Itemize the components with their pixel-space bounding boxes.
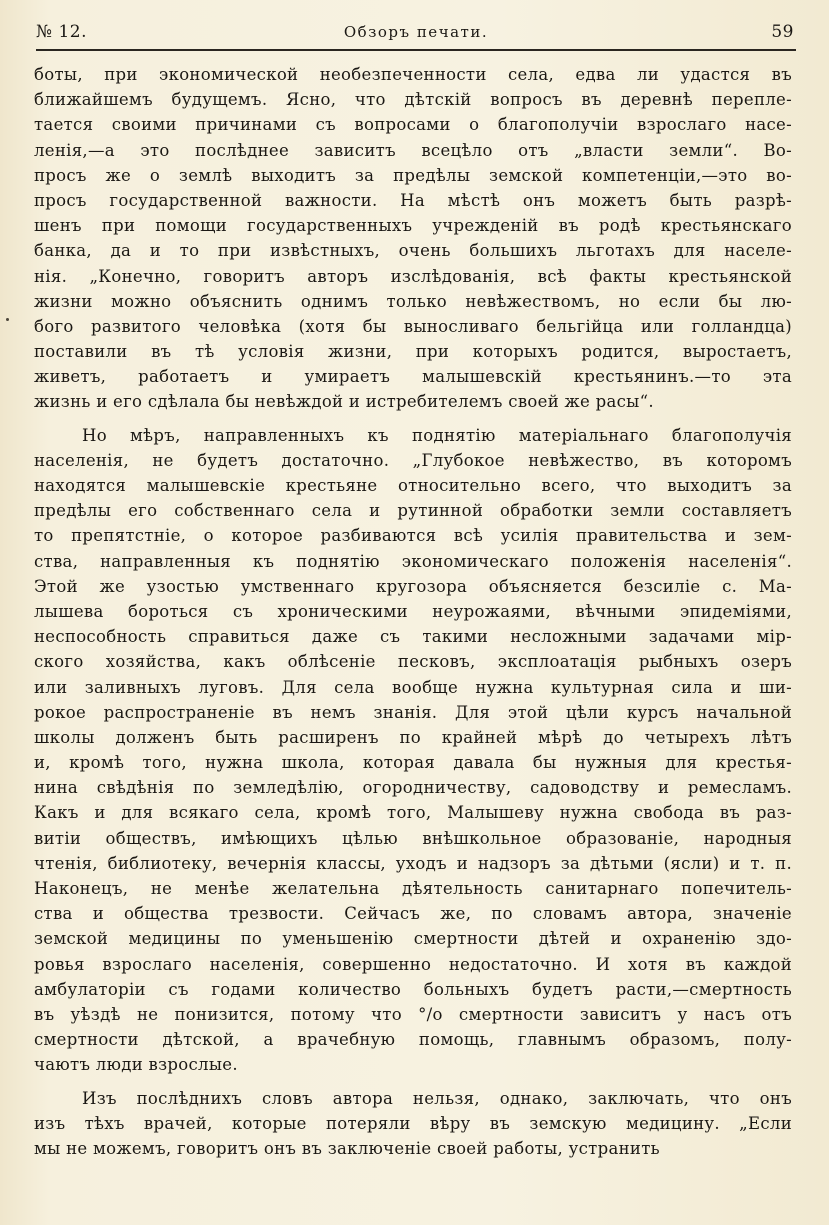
text-line: ского хозяйства, какъ облѣсеніе песковъ, эксплоатація рыбныхъ озеръ: [34, 652, 792, 672]
text-line: просъ же о землѣ выходитъ за предѣлы земской компетенціи,—это во-: [34, 165, 792, 185]
text-line: ства, направленныя къ поднятію экономическаго положенія населенія“.: [34, 551, 792, 571]
text-line: неспособность справиться даже съ такими несложными задачами мір-: [34, 627, 792, 647]
text-line: Изъ послѣднихъ словъ автора нельзя, однако, заключать, что онъ: [82, 1088, 792, 1108]
paragraph: [34, 1086, 792, 1162]
page-header: [36, 18, 796, 48]
text-line: нія. „Конечно, говоритъ авторъ изслѣдованія, всѣ факты крестьянской: [34, 266, 792, 286]
text-line: ства и общества трезвости. Сейчасъ же, по словамъ автора, значеніе: [34, 904, 792, 924]
text-line: изъ тѣхъ врачей, которые потеряли вѣру въ земскую медицину. „Если: [34, 1113, 792, 1133]
text-line: Но мѣръ, направленныхъ къ поднятію матеріальнаго благополучія: [82, 425, 792, 445]
text-line: чтенія, библиотеку, вечернія классы, уходъ и надзоръ за дѣтьми (ясли) и т. п.: [34, 853, 792, 873]
text-line: боты, при экономической необезпеченности села, едва ли удастся въ: [34, 65, 792, 84]
paragraph: [34, 423, 792, 1078]
text-line: или заливныхъ луговъ. Для села вообще нужна культурная сила и ши-: [34, 677, 792, 697]
text-line: витіи обществъ, имѣющихъ цѣлью внѣшкольное образованіе, народныя: [34, 828, 792, 848]
text-line: лышева бороться съ хроническими неурожаями, вѣчными эпидеміями,: [34, 601, 792, 621]
text-line: находятся малышевскіе крестьяне относительно всего, что выходитъ за: [34, 476, 792, 495]
text-line: банка, да и то при извѣстныхъ, очень большихъ льготахъ для населе-: [34, 241, 792, 261]
text-line: жизнь и его сдѣлала бы невѣждой и истребителемъ своей же расы“.: [34, 392, 654, 412]
text-line: ленія,—а это послѣднее зависитъ всецѣло отъ „власти земли“. Во-: [34, 140, 792, 160]
text-line: шенъ при помощи государственныхъ учрежденій въ родѣ крестьянскаго: [34, 216, 792, 236]
text-line: живетъ, работаетъ и умираетъ малышевскій крестьянинъ.—то эта: [34, 367, 792, 387]
text-line: ровья взрослаго населенія, совершенно недостаточно. И хотя въ каждой: [34, 954, 792, 974]
text-line: рокое распространеніе въ немъ знанія. Для этой цѣли курсъ начальной: [34, 702, 792, 722]
text-line: Какъ и для всякаго села, кромѣ того, Малышеву нужна свобода въ раз-: [34, 803, 792, 823]
paragraph-gap: [34, 415, 792, 423]
text-line: поставили въ тѣ условія жизни, при которыхъ родится, выростаетъ,: [34, 342, 792, 362]
text-line: школы долженъ быть расширенъ по крайней мѣрѣ до четырехъ лѣтъ: [34, 727, 792, 747]
text-line: Этой же узостью умственнаго кругозора объясняется безсиліе с. Ма-: [34, 576, 792, 596]
paragraph-gap: [34, 1078, 792, 1086]
text-line: бого развитого человѣка (хотя бы выносливаго бельгійца или голландца): [34, 316, 792, 336]
page-number: 59: [771, 22, 794, 42]
running-title: Обзоръ печати.: [343, 23, 489, 41]
margin-speck: [6, 318, 9, 321]
text-line: чаютъ люди взрослые.: [34, 1055, 238, 1075]
text-line: въ уѣздѣ не понизится, потому что °/o смертности зависитъ у насъ отъ: [34, 1004, 792, 1024]
text-line: ближайшемъ будущемъ. Ясно, что дѣтскій вопросъ въ деревнѣ перепле-: [34, 90, 792, 110]
text-line: и, кромѣ того, нужна школа, которая давала бы нужныя для крестья-: [34, 753, 792, 773]
text-line: тается своими причинами съ вопросами о благополучіи взрослаго насе-: [34, 115, 792, 135]
header-rule: [36, 49, 796, 51]
text-line: земской медицины по уменьшенію смертности дѣтей и охраненію здо-: [34, 929, 792, 949]
text-line: жизни можно объяснить однимъ только невѣжествомъ, но если бы лю-: [34, 291, 792, 311]
text-line: амбулаторіи съ годами количество больныхъ будетъ расти,—смертность: [34, 979, 792, 999]
text-line: Наконецъ, не менѣе желательна дѣятельность санитарнаго попечитель-: [34, 879, 792, 898]
text-line: населенія, не будетъ достаточно. „Глубокое невѣжество, въ которомъ: [34, 450, 792, 470]
text-line: нина свѣдѣнія по земледѣлію, огородничеству, садоводству и ремесламъ.: [34, 778, 792, 798]
text-line: смертности дѣтской, а врачебную помощь, главнымъ образомъ, полу-: [34, 1030, 792, 1050]
text-line: то препятстніе, о которое разбиваются всѣ усилія правительства и зем-: [34, 526, 792, 546]
text-line: просъ государственной важности. На мѣстѣ онъ можетъ быть разрѣ-: [34, 190, 792, 210]
text-line: мы не можемъ, говоритъ онъ въ заключеніе своей работы, устранить: [34, 1138, 660, 1158]
issue-number: № 12.: [36, 22, 88, 42]
paragraph: [34, 62, 792, 415]
text-line: предѣлы его собственнаго села и рутинной обработки земли составляетъ: [34, 501, 792, 521]
article-body: [34, 62, 792, 1161]
